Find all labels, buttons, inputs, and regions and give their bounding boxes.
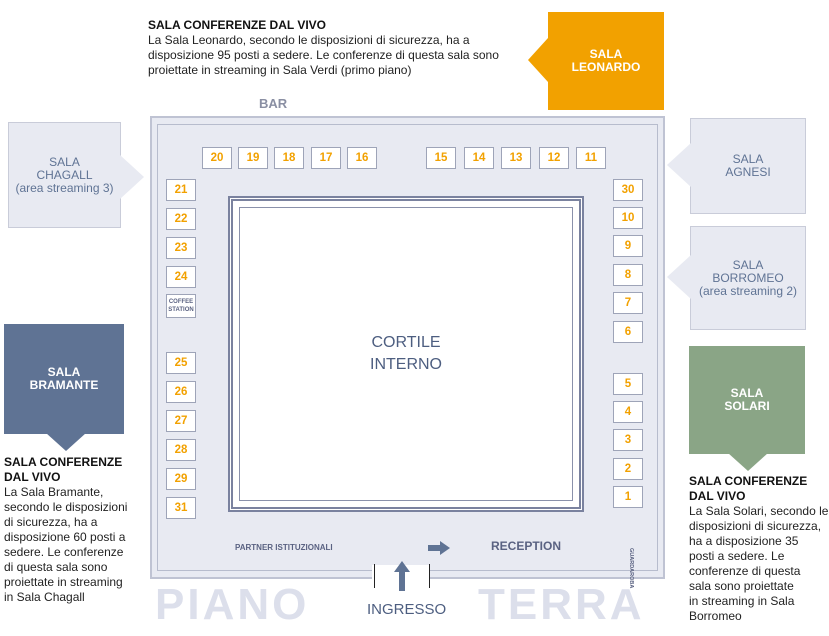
stand-19[interactable]: 19 <box>238 147 268 169</box>
bar-label: BAR <box>259 96 288 111</box>
stand-26[interactable]: 26 <box>166 381 196 403</box>
chagall-arrow-icon <box>120 155 144 199</box>
room-borromeo-line3: (area streaming 2) <box>698 283 798 298</box>
stand-17[interactable]: 17 <box>311 147 341 169</box>
stand-18[interactable]: 18 <box>274 147 304 169</box>
solari-description <box>689 474 829 624</box>
coffee-station-line1: COFFEE <box>168 299 194 305</box>
partner-label: PARTNER ISTITUZIONALI <box>235 543 333 552</box>
room-agnesi-line2: AGNESI <box>725 165 771 179</box>
solari-desc-title: DAL VIVO <box>689 489 746 503</box>
stand-6[interactable]: 6 <box>613 321 643 343</box>
stand-21[interactable]: 21 <box>166 179 196 201</box>
entrance-label: INGRESSO <box>367 601 447 618</box>
entrance-left-post <box>374 564 375 588</box>
room-chagall-line1: SALA <box>49 154 80 169</box>
floor-word-piano: PIANO <box>155 580 310 629</box>
solari-desc-line: La Sala Solari, secondo le <box>689 504 829 518</box>
bramante-arrow-icon <box>46 433 86 451</box>
reception-label: RECEPTION <box>491 539 562 553</box>
coffee-station[interactable] <box>166 294 196 318</box>
courtyard-label-line1: CORTILE <box>371 334 441 351</box>
stand-27[interactable]: 27 <box>166 410 196 432</box>
room-agnesi[interactable] <box>690 118 806 214</box>
room-solari-line2: SOLARI <box>724 399 770 413</box>
bramante-desc-line: La Sala Bramante, <box>4 485 104 499</box>
room-borromeo-line1: SALA <box>732 257 764 272</box>
room-leonardo[interactable] <box>548 12 664 110</box>
coffee-station-line2: STATION <box>168 307 194 313</box>
room-chagall[interactable] <box>8 122 121 228</box>
stand-12[interactable]: 12 <box>539 147 569 169</box>
courtyard <box>228 196 584 512</box>
stand-9[interactable]: 9 <box>613 235 643 257</box>
floor-word-terra: TERRA <box>478 580 645 629</box>
stand-3[interactable]: 3 <box>613 429 643 451</box>
leonardo-desc-title: SALA CONFERENZE DAL VIVO <box>148 18 327 32</box>
bramante-desc-title: DAL VIVO <box>4 470 61 484</box>
arrow-right-icon <box>428 541 450 560</box>
solari-desc-line: ha a disposizione 35 <box>689 534 799 548</box>
bramante-desc-line: sedere. Le conferenze <box>4 545 124 559</box>
room-solari-line1: SALA <box>730 386 764 400</box>
solari-desc-line: in streaming in Sala <box>689 594 795 608</box>
room-bramante-line1: SALA <box>47 365 81 379</box>
stand-7[interactable]: 7 <box>613 292 643 314</box>
stand-10[interactable]: 10 <box>613 207 643 229</box>
stand-2[interactable]: 2 <box>613 458 643 480</box>
room-chagall-line2: CHAGALL <box>36 167 93 182</box>
stand-8[interactable]: 8 <box>613 264 643 286</box>
solari-desc-line: Borromeo <box>689 609 742 623</box>
leonardo-desc-line: proiettate in streaming in Sala Verdi (primo piano) <box>148 63 412 77</box>
stand-1[interactable]: 1 <box>613 486 643 508</box>
entrance-right-post <box>429 564 430 588</box>
courtyard-label-line2: INTERNO <box>370 356 442 373</box>
stand-29[interactable]: 29 <box>166 468 196 490</box>
room-bramante[interactable] <box>4 324 124 434</box>
stand-11[interactable]: 11 <box>576 147 606 169</box>
bramante-desc-title: SALA CONFERENZE <box>4 455 123 469</box>
bramante-desc-line: in Sala Chagall <box>4 590 85 604</box>
agnesi-arrow-icon <box>667 143 691 187</box>
bramante-desc-line: disposizione 60 posti a <box>4 530 126 544</box>
room-chagall-line3: (area streaming 3) <box>15 180 114 195</box>
stand-15[interactable]: 15 <box>426 147 456 169</box>
stand-31[interactable]: 31 <box>166 497 196 519</box>
solari-desc-line: disposizioni di sicurezza, <box>689 519 822 533</box>
stand-14[interactable]: 14 <box>464 147 494 169</box>
room-bramante-line2: BRAMANTE <box>29 378 99 392</box>
stand-4[interactable]: 4 <box>613 401 643 423</box>
stand-28[interactable]: 28 <box>166 439 196 461</box>
stand-5[interactable]: 5 <box>613 373 643 395</box>
bramante-desc-line: proiettate in streaming <box>4 575 123 589</box>
room-borromeo[interactable] <box>690 226 806 330</box>
room-leonardo-line1: SALA <box>589 47 623 61</box>
stand-23[interactable]: 23 <box>166 237 196 259</box>
bramante-desc-line: di sicurezza, ha a <box>4 515 98 529</box>
room-borromeo-line2: BORROMEO <box>712 270 784 285</box>
solari-desc-line: conferenze di questa <box>689 564 801 578</box>
solari-desc-title: SALA CONFERENZE <box>689 474 808 488</box>
guardaroba-label: GUARDAROBA <box>628 548 634 589</box>
room-agnesi-line1: SALA <box>732 152 764 166</box>
bramante-desc-line: di questa sala sono <box>4 560 108 574</box>
stand-16[interactable]: 16 <box>347 147 377 169</box>
leonardo-desc-line: disposizione 95 posti a sedere. Le conferenze di questa sala sono <box>148 48 499 62</box>
room-leonardo-line2: LEONARDO <box>571 60 641 74</box>
stand-20[interactable]: 20 <box>202 147 232 169</box>
stand-25[interactable]: 25 <box>166 352 196 374</box>
stand-22[interactable]: 22 <box>166 208 196 230</box>
stand-24[interactable]: 24 <box>166 266 196 288</box>
leonardo-description <box>148 18 528 78</box>
solari-desc-line: posti a sedere. Le <box>689 549 785 563</box>
arrow-up-icon <box>394 561 410 596</box>
bramante-description <box>4 455 144 605</box>
stand-30[interactable]: 30 <box>613 179 643 201</box>
solari-desc-line: sala sono proiettate <box>689 579 794 593</box>
leonardo-arrow-icon <box>528 38 548 82</box>
room-solari[interactable] <box>689 346 805 454</box>
stand-13[interactable]: 13 <box>501 147 531 169</box>
bramante-desc-line: secondo le disposizioni <box>4 500 128 514</box>
borromeo-arrow-icon <box>667 255 691 299</box>
leonardo-desc-line: La Sala Leonardo, secondo le disposizioni di sicurezza, ha a <box>148 33 470 47</box>
solari-arrow-icon <box>728 453 768 471</box>
